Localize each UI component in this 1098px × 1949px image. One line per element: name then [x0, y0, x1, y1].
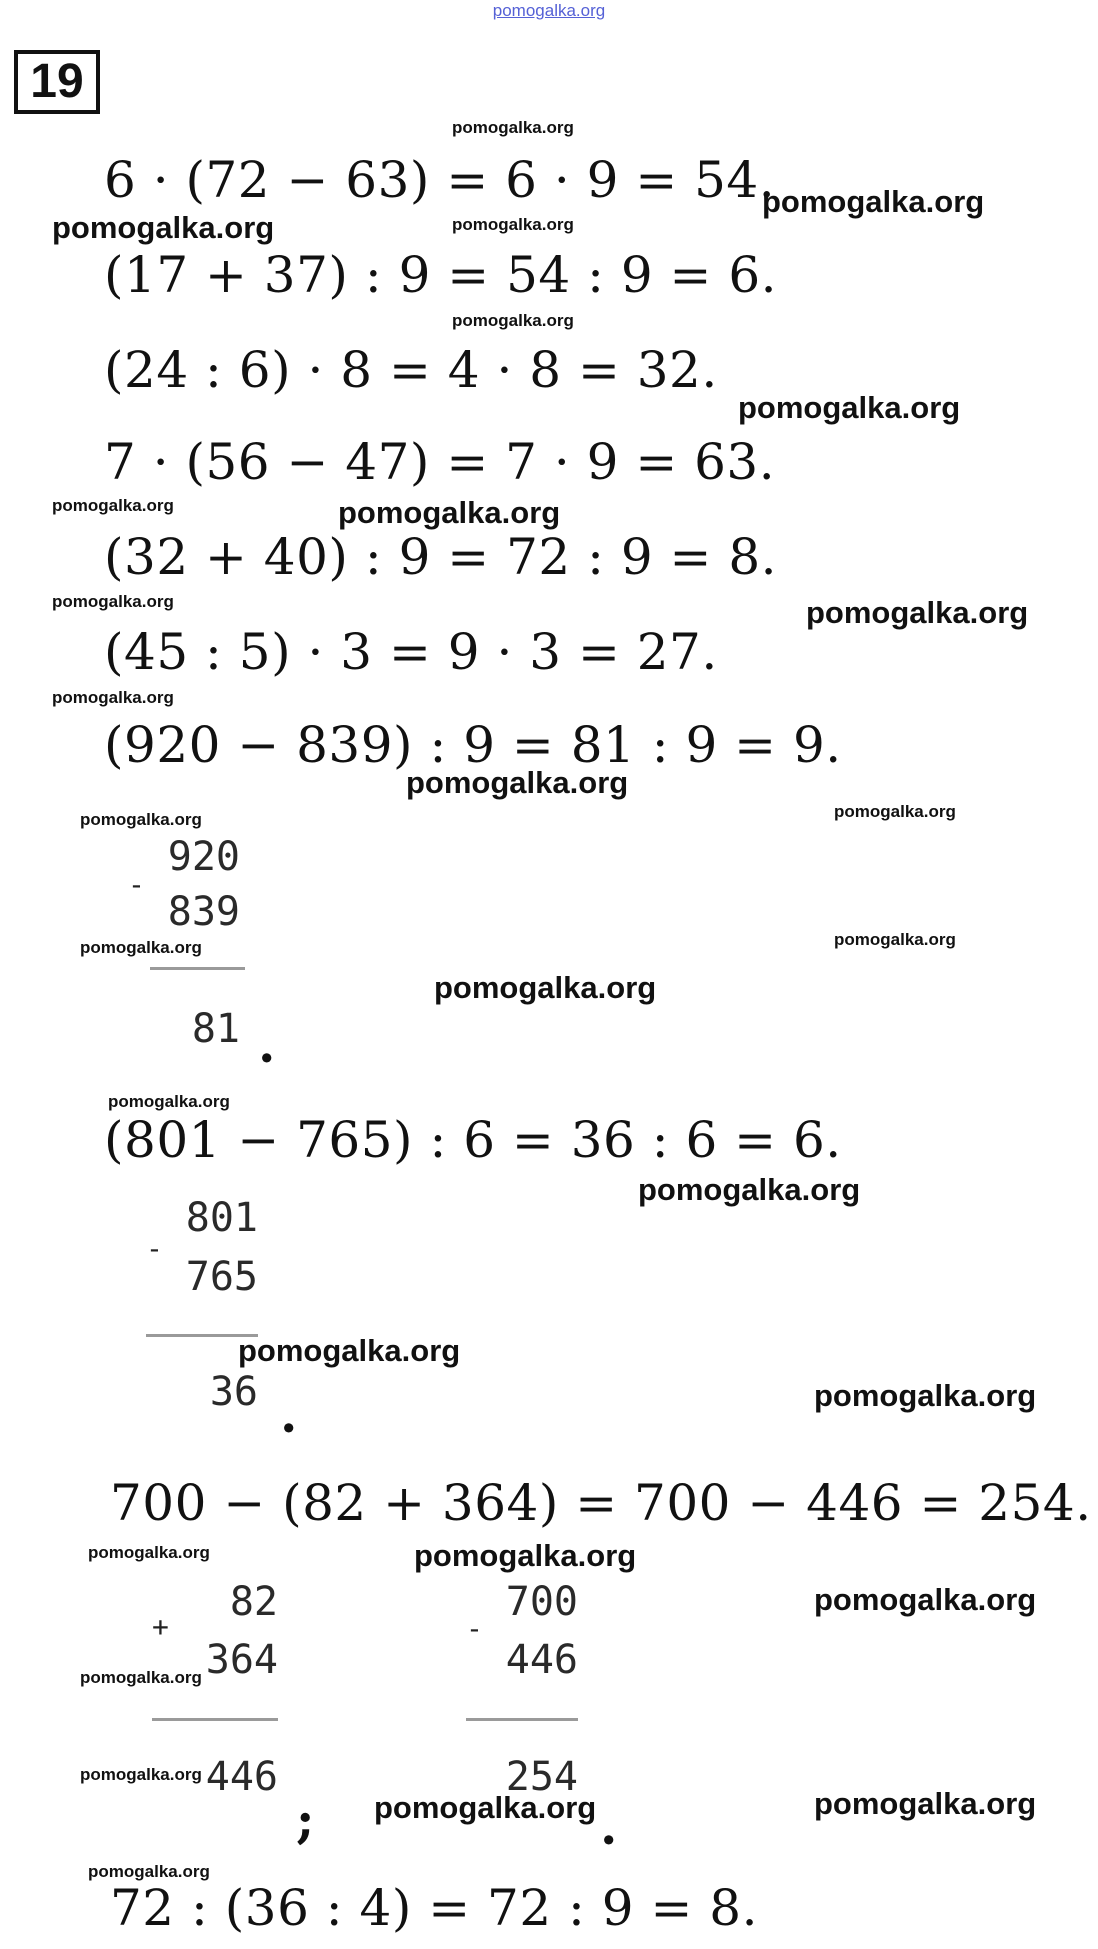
- watermark: pomogalka.org: [834, 802, 956, 821]
- calc1-sign: -: [128, 868, 145, 901]
- watermark: pomogalka.org: [88, 1862, 210, 1881]
- calc2-result: 36: [209, 1369, 258, 1415]
- watermark: pomogalka.org: [814, 1582, 1037, 1617]
- equation-6: (45 : 5) · 3 = 9 · 3 = 27.: [104, 623, 718, 681]
- watermark: pomogalka.org: [52, 496, 174, 515]
- watermark: pomogalka.org: [452, 215, 574, 234]
- watermark: pomogalka.org: [452, 311, 574, 330]
- watermark: pomogalka.org: [638, 1172, 861, 1207]
- equation-9: 700 − (82 + 364) = 700 − 446 = 254.: [110, 1474, 1092, 1532]
- calc1-end: .: [258, 1015, 276, 1074]
- equation-10: 72 : (36 : 4) = 72 : 9 = 8.: [110, 1879, 758, 1937]
- calc1-rule: [150, 967, 245, 970]
- calc3-bottom: 364: [205, 1637, 278, 1683]
- equation-3: (24 : 6) · 8 = 4 · 8 = 32.: [104, 341, 718, 399]
- calc3-result: 446: [205, 1754, 278, 1800]
- watermark: pomogalka.org: [806, 595, 1029, 630]
- equation-7: (920 − 839) : 9 = 81 : 9 = 9.: [104, 716, 842, 774]
- watermark: pomogalka.org: [80, 938, 202, 957]
- watermark: pomogalka.org: [80, 1668, 202, 1687]
- equation-1: 6 · (72 − 63) = 6 · 9 = 54.: [104, 151, 776, 209]
- calc1-result: 81: [191, 1006, 240, 1052]
- calc2-top: 801: [185, 1195, 258, 1241]
- calc3-sign: +: [152, 1610, 169, 1643]
- calc3-rule: [152, 1718, 278, 1721]
- calc4-result: 254: [505, 1754, 578, 1800]
- watermark: pomogalka.org: [406, 765, 629, 800]
- calc4-top: 700: [505, 1579, 578, 1625]
- watermark: pomogalka.org: [814, 1378, 1037, 1413]
- watermark: pomogalka.org: [762, 184, 985, 219]
- watermark: pomogalka.org: [52, 210, 275, 245]
- calc1-top: 920: [167, 834, 240, 880]
- watermark: pomogalka.org: [414, 1538, 637, 1573]
- calc4-bottom: 446: [505, 1637, 578, 1683]
- calc4-rule: [466, 1718, 578, 1721]
- calc4-sign: -: [466, 1612, 483, 1645]
- watermark: pomogalka.org: [738, 390, 961, 425]
- equation-5: (32 + 40) : 9 = 72 : 9 = 8.: [104, 528, 778, 586]
- calc3-end: ;: [296, 1790, 315, 1849]
- watermark: pomogalka.org: [374, 1790, 597, 1825]
- calc4-end: .: [600, 1797, 618, 1856]
- task-number-badge: 19: [14, 50, 100, 114]
- watermark: pomogalka.org: [80, 1765, 202, 1784]
- calc1-bottom: 839: [167, 889, 240, 935]
- watermark: pomogalka.org: [108, 1092, 230, 1111]
- watermark: pomogalka.org: [814, 1786, 1037, 1821]
- calc2-sign: -: [146, 1232, 163, 1265]
- watermark: pomogalka.org: [338, 495, 561, 530]
- watermark: pomogalka.org: [238, 1333, 461, 1368]
- watermark: pomogalka.org: [452, 118, 574, 137]
- watermark: pomogalka.org: [834, 930, 956, 949]
- watermark: pomogalka.org: [52, 592, 174, 611]
- calc2-end: .: [280, 1385, 298, 1444]
- watermark: pomogalka.org: [52, 688, 174, 707]
- equation-2: (17 + 37) : 9 = 54 : 9 = 6.: [104, 246, 778, 304]
- calc3-top: 82: [229, 1579, 278, 1625]
- watermark: pomogalka.org: [434, 970, 657, 1005]
- calc2-bottom: 765: [185, 1254, 258, 1300]
- equation-4: 7 · (56 − 47) = 7 · 9 = 63.: [104, 433, 776, 491]
- equation-8: (801 − 765) : 6 = 36 : 6 = 6.: [104, 1111, 842, 1169]
- watermark: pomogalka.org: [88, 1543, 210, 1562]
- watermark: pomogalka.org: [80, 810, 202, 829]
- top-watermark-link[interactable]: pomogalka.org: [492, 1, 606, 20]
